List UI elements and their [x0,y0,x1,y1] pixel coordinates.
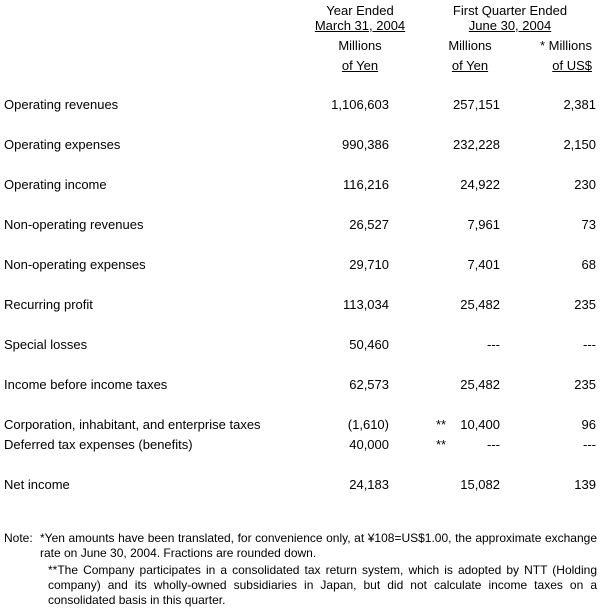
cell-fy2004: 62,573 [349,377,389,392]
cell-fy2004: (1,610) [347,417,389,432]
cell-q1-usd: 96 [581,417,596,432]
col1-header-line4: of Yen [341,58,379,73]
col1-header-line3: Millions [338,38,382,53]
row-label: Operating income [4,177,107,192]
footnote-marker: ** [436,417,447,432]
cell-q1-yen: --- [487,437,500,452]
row-label: Deferred tax expenses (benefits) [4,437,193,452]
cell-q1-yen: 257,151 [453,97,500,112]
cell-q1-usd: --- [583,437,596,452]
row-label: Corporation, inhabitant, and enterprise taxes [4,417,261,432]
row-label: Net income [4,477,70,492]
cell-q1-usd: 235 [574,297,596,312]
col3-header-line2: of US$ [552,58,592,73]
cell-fy2004: 113,034 [342,297,389,312]
cell-fy2004: 40,000 [349,437,389,452]
cell-q1-usd: --- [583,337,596,352]
cell-fy2004: 24,183 [349,477,389,492]
cell-q1-yen: 25,482 [460,297,500,312]
cell-q1-yen: 7,961 [467,217,500,232]
row-label: Special losses [4,337,88,352]
row-label: Operating revenues [4,97,119,112]
cell-fy2004: 990,386 [342,137,389,152]
cell-q1-usd: 230 [574,177,596,192]
group2-header-line2: June 30, 2004 [468,18,552,33]
col3-header-line1: * Millions [539,38,592,53]
col2-header-line2: of Yen [451,58,489,73]
cell-q1-usd: 2,381 [563,97,596,112]
cell-q1-yen: 232,228 [453,137,500,152]
note-prefix: Note: [4,531,33,545]
cell-q1-yen: 7,401 [467,257,500,272]
cell-q1-usd: 2,150 [563,137,596,152]
row-label: Recurring profit [4,297,93,312]
col1-header-line2: March 31, 2004 [314,18,406,33]
cell-q1-usd: 235 [574,377,596,392]
col1-header-line1: Year Ended [326,3,394,18]
col2-header-line1: Millions [448,38,492,53]
cell-fy2004: 116,216 [342,177,389,192]
cell-q1-usd: 73 [581,217,596,232]
cell-fy2004: 26,527 [349,217,389,232]
row-label: Operating expenses [4,137,121,152]
cell-q1-yen: 10,400 [460,417,500,432]
footnote-marker: ** [436,437,447,452]
cell-q1-yen: 15,082 [460,477,500,492]
cell-fy2004: 1,106,603 [331,97,389,112]
row-label: Non-operating revenues [4,217,144,232]
cell-q1-yen: --- [487,337,500,352]
row-label: Non-operating expenses [4,257,146,272]
cell-q1-yen: 24,922 [460,177,500,192]
note-1: *Yen amounts have been translated, for convenience only, at ¥108=US$1.00, the approximate exchange rate on June 30, 2004. Fractions are rounded down. [40,531,597,560]
cell-q1-yen: 25,482 [460,377,500,392]
cell-q1-usd: 68 [581,257,596,272]
cell-fy2004: 29,710 [349,257,389,272]
group2-header-line1: First Quarter Ended [452,3,568,18]
note-2: **The Company participates in a consolidated tax return system, which is adopted by NTT (Holding company) and its wholly-owned subsidiaries in Japan, but did not calculate income taxes on a consolidated basis in this quarter. [48,563,597,607]
row-label: Income before income taxes [4,377,168,392]
cell-fy2004: 50,460 [349,337,389,352]
cell-q1-usd: 139 [574,477,596,492]
